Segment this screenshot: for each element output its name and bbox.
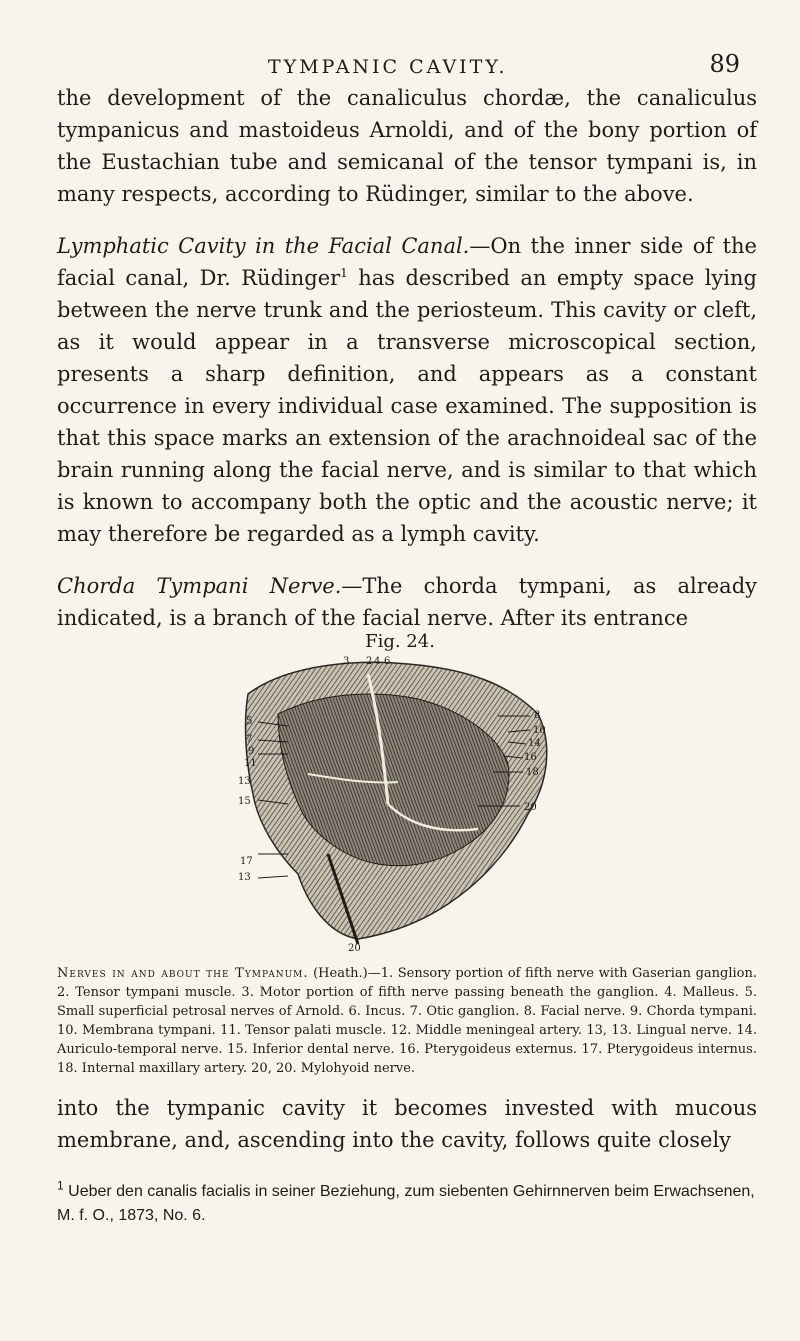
paragraph-1: the development of the canaliculus chordæ, the canaliculus tympanicus and mastoideus Arnoldi, and of the bony portion of the Eustachian tube and semicanal of the tensor tympani is, in many respects, according to Rüdinger, similar to the above.: [57, 86, 757, 206]
figure-number-3: 3: [343, 656, 350, 667]
figure-number-7: 7: [246, 734, 253, 745]
figure-caption: [57, 964, 757, 1078]
engraving-nerves-tympanum: [208, 654, 588, 954]
paragraph-text: —On the inner side of the facial canal, Dr. Rüdinger: [57, 234, 757, 290]
paragraph-lymphatic-cavity: [57, 230, 757, 550]
anatomical-illustration: [208, 654, 588, 954]
figure-number-16: 16: [524, 752, 537, 763]
section-heading-lymphatic-cavity: Lymphatic Cavity in the Facial Canal.: [57, 234, 470, 258]
figure-number-13: 13: [238, 776, 251, 787]
caption-title: Nerves in and about the Tympanum.: [57, 966, 309, 981]
figure-number-18: 18: [526, 767, 539, 778]
paragraph-text: has described an empty space lying between the nerve trunk and the periosteum. This cavity or cleft, as it would appear in a transverse microscopical section, presents a sharp definition, and appears as a constant occurrence in every individual case examined. The supposition is that this space marks an extension of the arachnoideal sac of the brain running along the facial nerve, and is similar to that which is known to accompany both the optic and the acoustic nerve; it may therefore be regarded as a lymph cavity.: [57, 266, 757, 546]
paragraph-continuation: into the tympanic cavity it becomes invested with mucous membrane, and, ascending into the cavity, follows quite closely: [57, 1096, 757, 1152]
footnote: [57, 1180, 757, 1228]
footnote-text: Ueber den canalis facialis in seiner Beziehung, zum siebenten Gehirnnerven beim Erwachsenen, M. f. O., 1873, No. 6.: [57, 1183, 755, 1224]
figure-label: Fig. 24.: [365, 631, 435, 652]
body-text: [57, 82, 757, 654]
figure-number-8: 8: [534, 710, 541, 721]
figure-number-6: 6: [384, 656, 391, 667]
paragraph-text: —The chorda tympani, as already indicated, is a branch of the facial nerve. After its entrance: [57, 574, 757, 630]
section-heading-chorda-tympani: Chorda Tympani Nerve.: [57, 574, 342, 598]
running-title: TYMPANIC CAVITY.: [268, 56, 508, 78]
page-number: 89: [709, 50, 740, 78]
figure-number-5: 5: [246, 716, 253, 727]
figure-number-11: 11: [244, 758, 257, 769]
figure-number-10: 10: [533, 725, 546, 736]
figure-number-4: 4: [374, 656, 381, 667]
footnote-mark: 1: [57, 1178, 64, 1193]
paragraph-chorda-tympani: [57, 570, 757, 634]
running-head: [0, 50, 800, 80]
figure-number-9: 9: [248, 746, 255, 757]
figure-number-20: 20: [524, 802, 537, 813]
figure-number-15: 15: [238, 796, 251, 807]
figure-number-13-lower: 13: [238, 872, 251, 883]
figure-number-20-bottom: 20: [348, 943, 361, 954]
caption-text: (Heath.)—1. Sensory portion of fifth nerve with Gaserian ganglion. 2. Tensor tympani muscle. 3. Motor portion of fifth nerve passing beneath the ganglion. 4. Malleus. 5. Small superficial petrosal nerves of Arnold. 6. Incus. 7. Otic ganglion. 8. Facial nerve. 9. Chorda tympani. 10. Membrana tympani. 11. Tensor palati muscle. 12. Middle meningeal artery. 13, 13. Lingual nerve. 14. Auriculo-temporal nerve. 15. Inferior dental nerve. 16. Pterygoideus externus. 17. Pterygoideus internus. 18. Internal maxillary artery. 20, 20. Mylohyoid nerve.: [57, 966, 757, 1076]
figure-number-2: 2: [366, 656, 373, 667]
footnote-reference: 1: [340, 266, 348, 280]
figure-number-14: 14: [528, 738, 541, 749]
figure-number-17: 17: [240, 856, 253, 867]
